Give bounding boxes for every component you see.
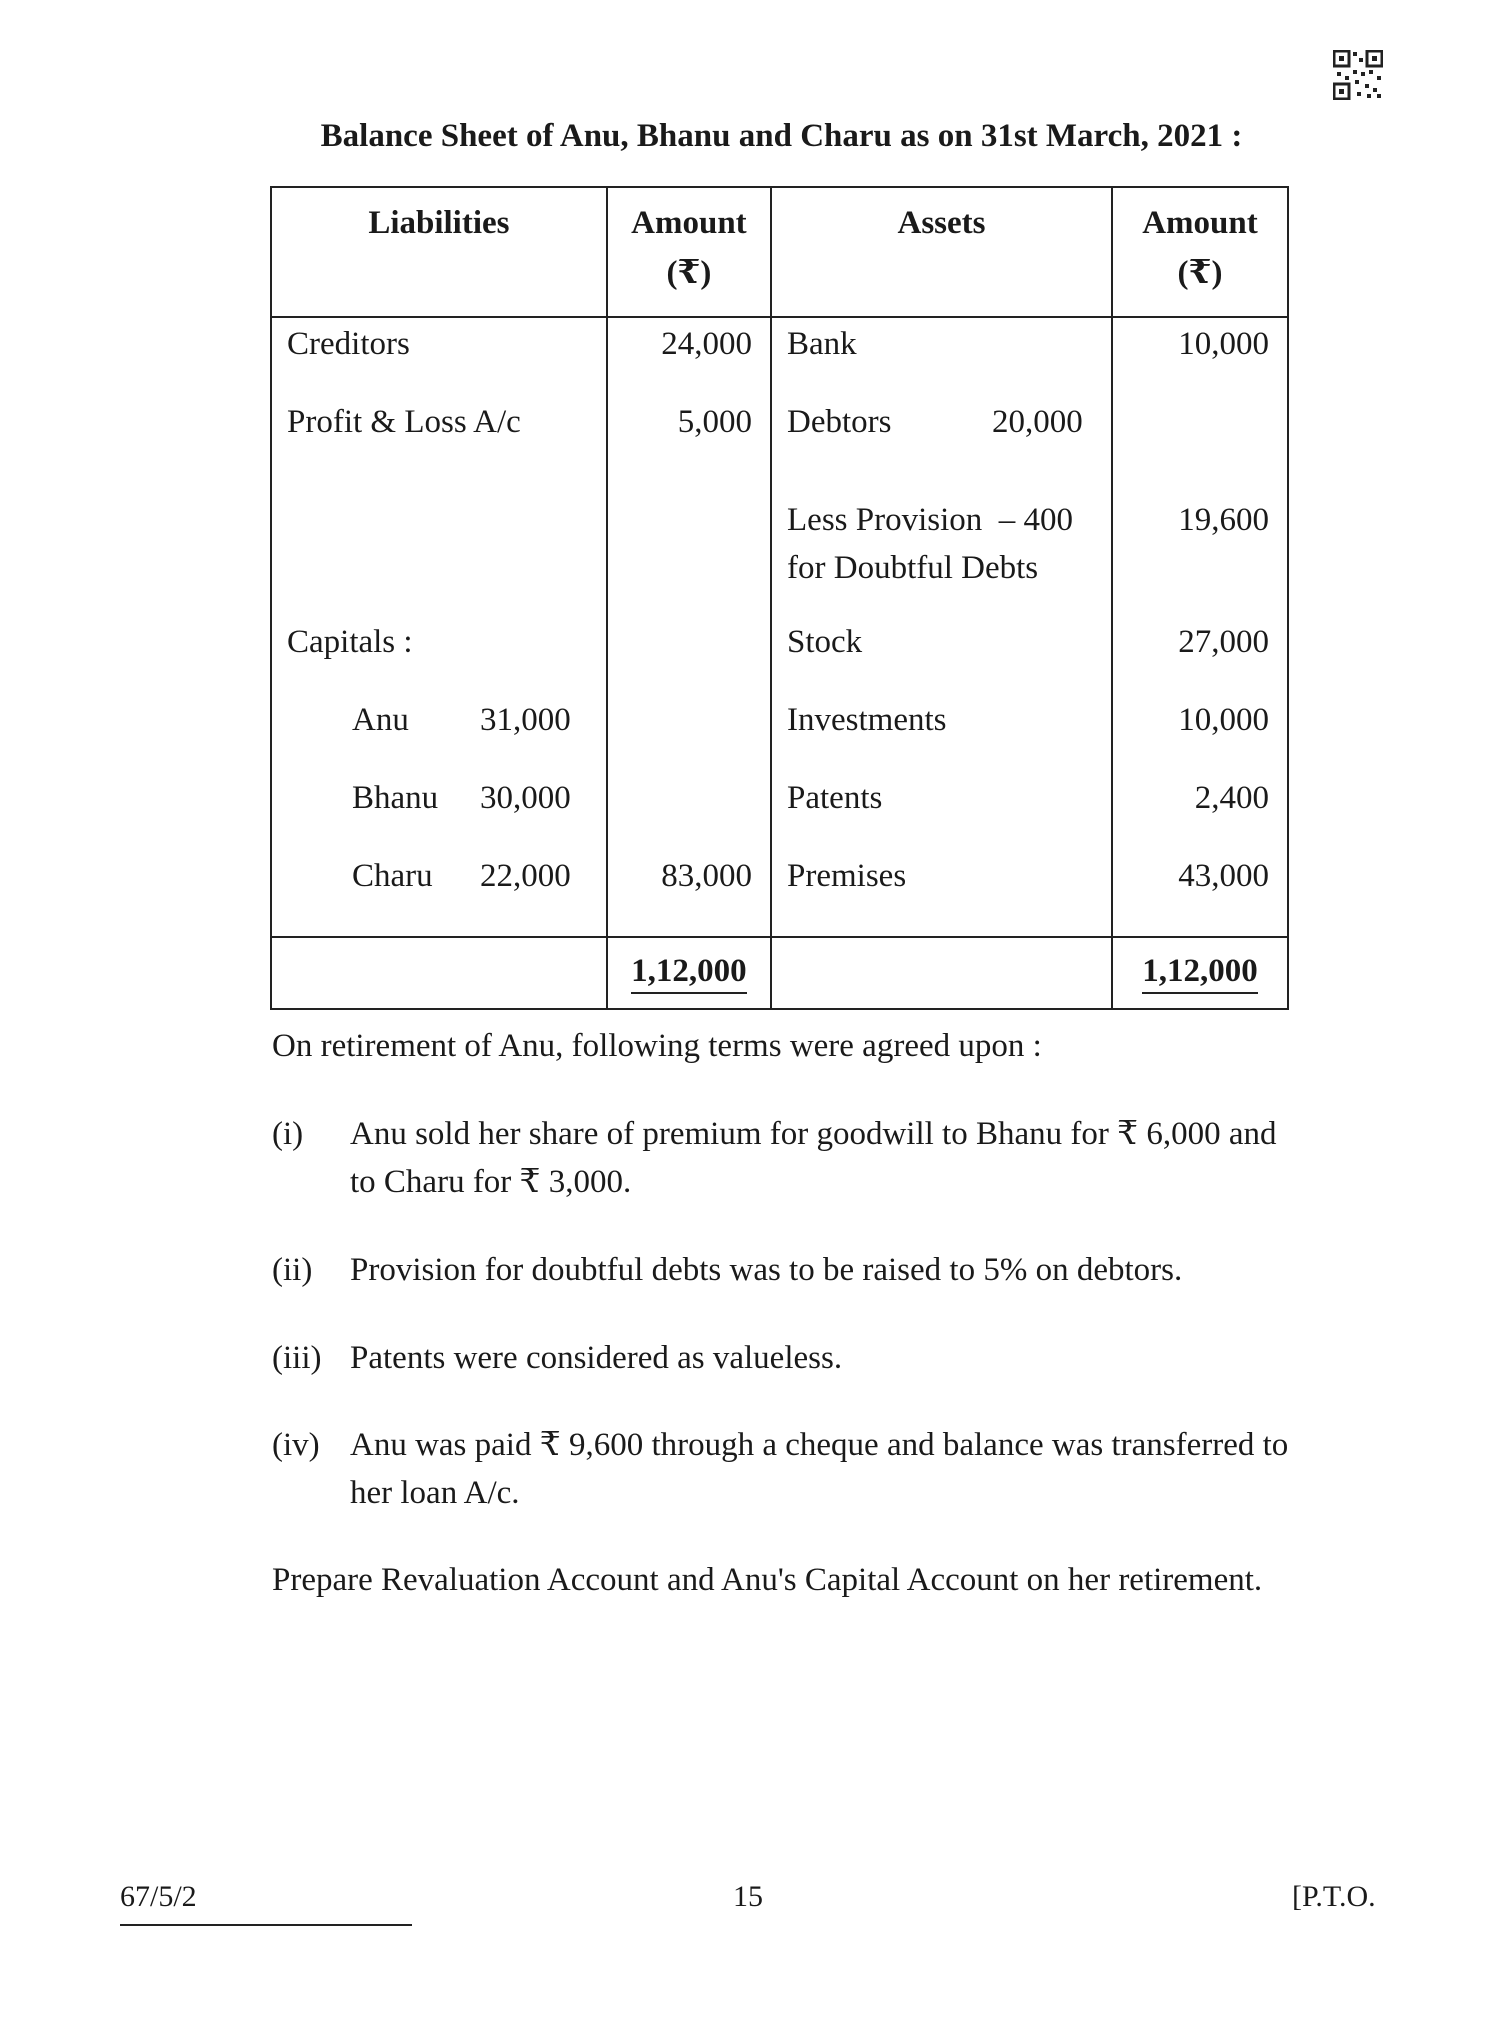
patents-label: Patents	[771, 780, 1112, 858]
intro-text: On retirement of Anu, following terms were agreed upon :	[272, 1028, 1042, 1064]
provision-label-2: for Doubtful Debts	[787, 550, 1039, 586]
table-row	[271, 317, 1288, 404]
paper-code: 67/5/2	[120, 1880, 197, 1913]
totals-row	[271, 937, 1288, 1009]
provision-value: – 400	[998, 502, 1074, 538]
empty-cell	[771, 937, 1112, 1009]
table-row	[271, 858, 1288, 937]
term-number: (iii)	[272, 1340, 322, 1376]
charu-capital-cell	[271, 858, 607, 937]
term-text: Anu was paid ₹ 9,600 through a cheque and balance was transferred to her loan A/c.	[350, 1427, 1289, 1511]
table-row	[271, 702, 1288, 780]
creditors-label: Creditors	[271, 317, 607, 404]
charu-value: 22,000	[480, 858, 571, 894]
empty-cell	[607, 780, 771, 858]
debtors-cell	[771, 404, 1112, 482]
provision-label: Less Provision	[787, 502, 983, 538]
premises-label: Premises	[771, 858, 1112, 937]
table-row	[271, 404, 1288, 482]
instruction-text: Prepare Revaluation Account and Anu's Capital Account on her retirement.	[272, 1562, 1263, 1598]
empty-cell	[271, 482, 607, 624]
table-row	[271, 624, 1288, 702]
term-number: (i)	[272, 1116, 304, 1152]
term-number: (ii)	[272, 1252, 313, 1288]
pto-text: [P.T.O.	[1292, 1880, 1376, 1913]
bhanu-label: Bhanu	[352, 780, 439, 816]
empty-cell	[607, 482, 771, 624]
bhanu-capital-cell	[271, 780, 607, 858]
patents-amount: 2,400	[1112, 780, 1288, 858]
paper-code-underline	[120, 1924, 412, 1926]
header-amount-assets: Amount (₹)	[1112, 187, 1288, 317]
term-text: Patents were considered as valueless.	[350, 1340, 843, 1376]
table-row	[271, 780, 1288, 858]
stock-label: Stock	[771, 624, 1112, 702]
term-text: Anu sold her share of premium for goodwill to Bhanu for ₹ 6,000 and to Charu for ₹ 3,000.	[350, 1116, 1277, 1200]
anu-value: 31,000	[480, 702, 571, 738]
table-header-row	[271, 187, 1288, 317]
bank-amount: 10,000	[1112, 317, 1288, 404]
investments-amount: 10,000	[1112, 702, 1288, 780]
charu-label: Charu	[352, 858, 433, 894]
table-row	[271, 482, 1288, 624]
creditors-amount: 24,000	[607, 317, 771, 404]
empty-cell	[271, 937, 607, 1009]
total-liabilities: 1,12,000	[631, 953, 747, 994]
investments-label: Investments	[771, 702, 1112, 780]
total-assets: 1,12,000	[1142, 953, 1258, 994]
debtors-value: 20,000	[992, 404, 1083, 440]
total-assets-cell	[1112, 937, 1288, 1009]
anu-capital-cell	[271, 702, 607, 780]
anu-label: Anu	[352, 702, 409, 738]
header-assets: Assets	[771, 187, 1112, 317]
empty-cell	[607, 624, 771, 702]
term-text: Provision for doubtful debts was to be raised to 5% on debtors.	[350, 1252, 1183, 1288]
empty-cell	[607, 702, 771, 780]
capitals-label: Capitals :	[271, 624, 607, 702]
balance-sheet-title: Balance Sheet of Anu, Bhanu and Charu as on 31st March, 2021 :	[320, 118, 1243, 154]
debtors-amount	[1112, 404, 1288, 482]
provision-amount: 19,600	[1112, 482, 1288, 624]
bhanu-value: 30,000	[480, 780, 571, 816]
stock-amount: 27,000	[1112, 624, 1288, 702]
header-amount-liabilities: Amount (₹)	[607, 187, 771, 317]
header-liabilities: Liabilities	[271, 187, 607, 317]
debtors-label: Debtors	[787, 404, 892, 440]
term-number: (iv)	[272, 1427, 320, 1463]
total-liabilities-cell	[607, 937, 771, 1009]
profit-loss-amount: 5,000	[607, 404, 771, 482]
provision-cell	[771, 482, 1112, 624]
premises-amount: 43,000	[1112, 858, 1288, 937]
profit-loss-label: Profit & Loss A/c	[271, 404, 607, 482]
capitals-amount: 83,000	[607, 858, 771, 937]
balance-sheet-table	[270, 186, 1289, 1010]
page-number: 15	[733, 1880, 763, 1913]
bank-label: Bank	[771, 317, 1112, 404]
qr-code-icon	[1333, 50, 1383, 100]
